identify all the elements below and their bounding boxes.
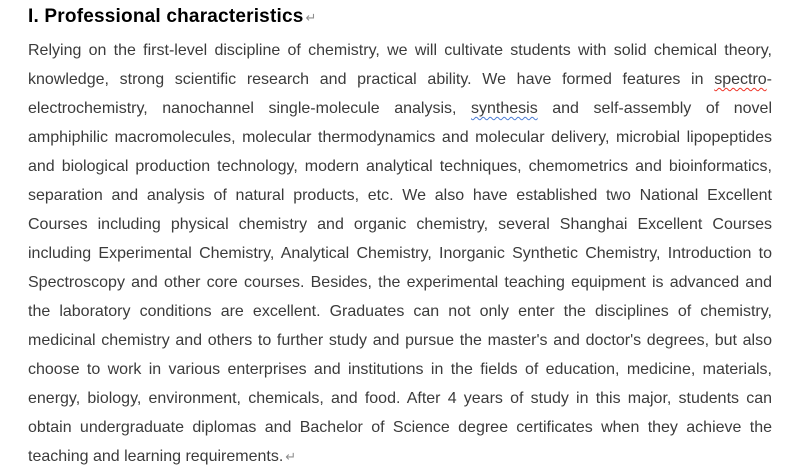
section-heading-line [28,6,772,28]
paragraph-text-segment-2: -electrochemistry, nanochannel single-molecule analysis, [28,71,772,117]
heading-return-mark-icon: ↵ [305,10,317,25]
grammar-flagged-word: synthesis [471,100,538,117]
paragraph-return-mark-icon: ↵ [285,449,297,464]
paragraph-text-segment-1: Relying on the first-level discipline of chemistry, we will cultivate students with solid chemical theory, knowledge, strong scientific research and practical ability. We have formed features in [28,42,772,88]
section-heading: I. Professional characteristics [28,6,304,27]
body-paragraph [28,36,772,471]
misspelled-word: spectro [714,71,767,88]
paragraph-text-segment-3: and self-assembly of novel amphiphilic macromolecules, molecular thermodynamics and molecular delivery, microbial lipopeptides and biological production technology, modern analytical techniques, chemometrics and bioinformatics, separation and analysis of natural products, etc. We also have established two National Excellent Courses including physical chemistry and organic chemistry, several Shanghai Excellent Courses including Experimental Chemistry, Analytical Chemistry, Inorganic Synthetic Chemistry, Introduction to Spectroscopy and other core courses. Besides, the experimental teaching equipment is advanced and the laboratory conditions are excellent. Graduates can not only enter the disciplines of chemistry, medicinal chemistry and others to further study and pursue the master's and doctor's degrees, but also choose to work in various enterprises and institutions in the fields of education, medicine, materials, energy, biology, environment, chemicals, and food. After 4 years of study in this major, students can obtain undergraduate diplomas and Bachelor of Science degree certificates when they achieve the teaching and learning requirements. [28,100,772,465]
